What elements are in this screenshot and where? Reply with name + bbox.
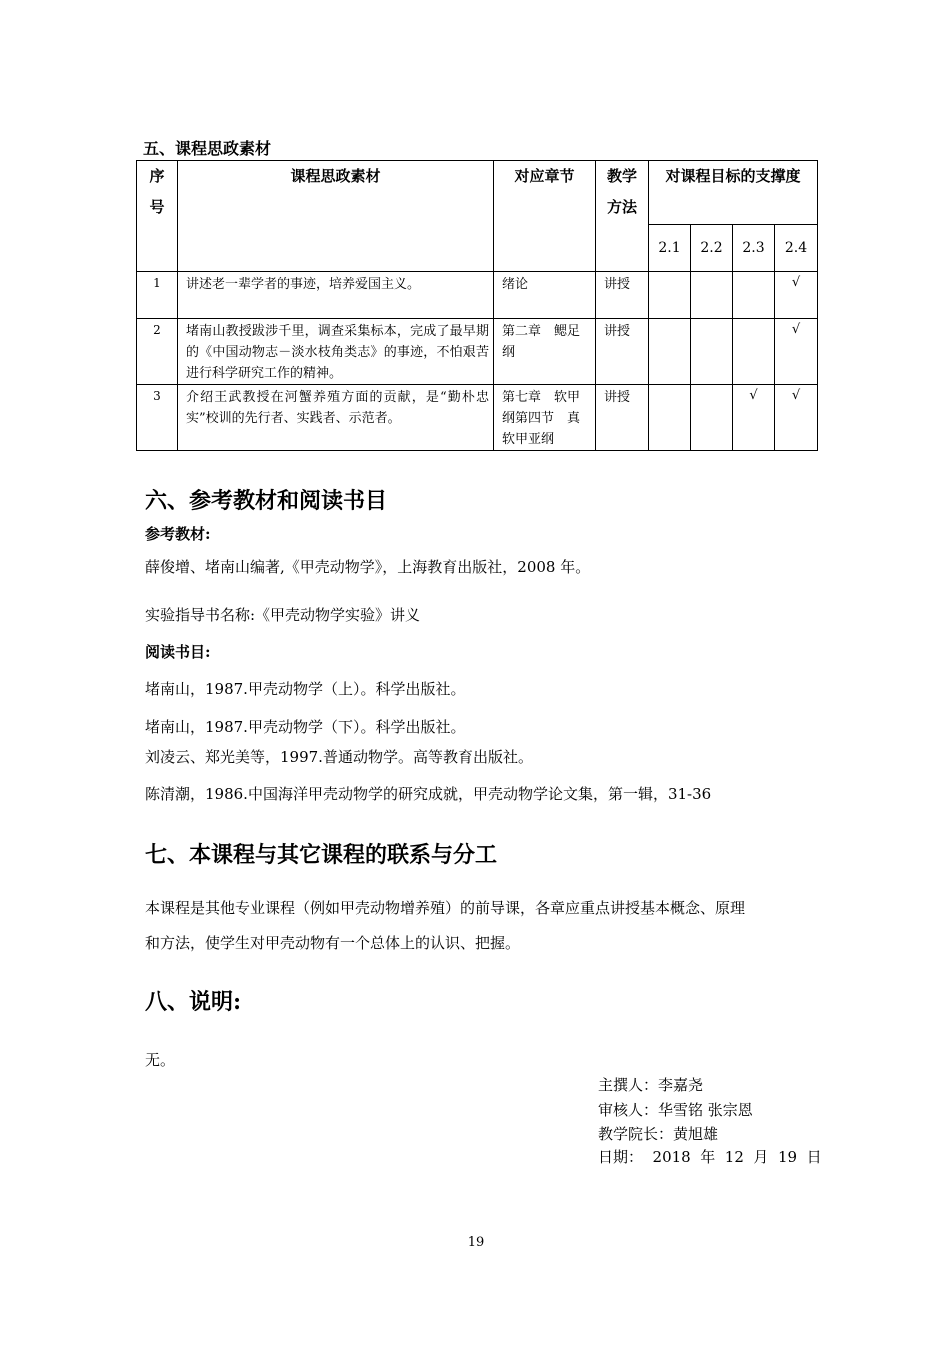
check-mark: √ xyxy=(791,275,801,290)
reading-item: 堵南山，1987.甲壳动物学（下）。科学出版社。 xyxy=(145,718,466,736)
row-chapter xyxy=(494,385,596,451)
table-row xyxy=(137,272,818,319)
check-mark xyxy=(691,385,732,387)
check-mark xyxy=(691,319,732,321)
lab-guide-entry: 实验指导书名称:《甲壳动物学实验》讲义 xyxy=(145,606,421,624)
row-mark xyxy=(691,272,733,319)
section-7-body-line2: 和方法，使学生对甲壳动物有一个总体上的认识、把握。 xyxy=(145,934,521,952)
section-8-body: 无。 xyxy=(145,1051,176,1069)
row-chapter-text: 第二章 鳃足纲 xyxy=(502,324,581,360)
check-mark xyxy=(733,319,774,321)
row-mark xyxy=(775,319,818,385)
row-material-text: 介绍王武教授在河蟹养殖方面的贡献，是“勤朴忠实”校训的先行者、实践者、示范者。 xyxy=(186,390,489,426)
page-number: 19 xyxy=(467,1235,485,1250)
row-chapter xyxy=(494,272,596,319)
goal-header: 2.3 xyxy=(733,225,775,272)
header-chapter: 对应章节 xyxy=(494,161,596,272)
section-7-title: 七、本课程与其它课程的联系与分工 xyxy=(145,842,498,868)
reading-item: 堵南山，1987.甲壳动物学（上）。科学出版社。 xyxy=(145,680,466,698)
header-seq-line2: 号 xyxy=(149,198,165,216)
textbook-entry: 薛俊增、堵南山编著,《甲壳动物学》，上海教育出版社，2008 年。 xyxy=(145,558,591,576)
ideology-material-table xyxy=(136,160,818,451)
row-mark xyxy=(733,385,775,451)
row-method-text: 讲授 xyxy=(604,324,631,339)
header-seq-line1: 序 xyxy=(149,167,165,185)
row-mark xyxy=(649,385,691,451)
row-method xyxy=(596,319,649,385)
row-material xyxy=(178,385,494,451)
check-mark xyxy=(649,272,690,274)
signature-dean: 教学院长：黄旭雄 xyxy=(598,1125,719,1143)
header-method-line1: 教学 xyxy=(606,167,637,185)
signature-author: 主撰人：李嘉尧 xyxy=(598,1076,704,1094)
check-mark xyxy=(649,385,690,387)
header-seq xyxy=(137,161,178,272)
row-material xyxy=(178,319,494,385)
header-method xyxy=(596,161,649,272)
row-number xyxy=(137,272,178,319)
signature-date: 日期： 2018 年 12 月 19 日 xyxy=(598,1148,822,1166)
row-mark xyxy=(691,385,733,451)
reading-label: 阅读书目: xyxy=(145,643,211,661)
row-material-text: 堵南山教授跋涉千里，调查采集标本，完成了最早期的《中国动物志－淡水枝角类志》的事迹，不怕艰苦进行科学研究工作的精神。 xyxy=(186,324,489,381)
table-row xyxy=(137,385,818,451)
row-chapter xyxy=(494,319,596,385)
header-support: 对课程目标的支撑度 xyxy=(649,161,818,225)
section-8-title: 八、说明: xyxy=(145,989,242,1015)
row-mark xyxy=(733,272,775,319)
row-number xyxy=(137,385,178,451)
row-mark xyxy=(649,319,691,385)
row-chapter-text: 第七章 软甲纲第四节 真软甲亚纲 xyxy=(502,390,581,447)
row-method-text: 讲授 xyxy=(604,277,631,292)
row-method xyxy=(596,272,649,319)
check-mark: √ xyxy=(749,388,758,403)
row-number xyxy=(137,319,178,385)
check-mark xyxy=(649,319,690,321)
signature-reviewer: 审核人：华雪铭 张宗恩 xyxy=(598,1101,753,1119)
check-mark: √ xyxy=(791,388,801,403)
row-method-text: 讲授 xyxy=(604,390,631,405)
goal-header: 2.4 xyxy=(775,225,818,272)
row-mark xyxy=(775,272,818,319)
section-7-body-line1: 本课程是其他专业课程（例如甲壳动物增养殖）的前导课，各章应重点讲授基本概念、原理 xyxy=(145,899,746,917)
table-header-row xyxy=(137,161,818,225)
row-mark xyxy=(775,385,818,451)
row-number-text: 3 xyxy=(153,389,161,403)
row-number-text: 2 xyxy=(153,323,161,337)
header-material: 课程思政素材 xyxy=(178,161,494,272)
header-method-line2: 方法 xyxy=(606,198,637,216)
row-mark xyxy=(649,272,691,319)
check-mark xyxy=(691,272,732,274)
section-6-title: 六、参考教材和阅读书目 xyxy=(145,488,388,514)
row-number-text: 1 xyxy=(153,276,161,290)
row-method xyxy=(596,385,649,451)
section-5-title: 五、课程思政素材 xyxy=(143,139,272,158)
row-mark xyxy=(691,319,733,385)
goal-header: 2.2 xyxy=(691,225,733,272)
reading-item: 刘凌云、郑光美等，1997.普通动物学。高等教育出版社。 xyxy=(145,748,533,766)
textbook-label: 参考教材: xyxy=(145,525,211,543)
row-material xyxy=(178,272,494,319)
goal-header: 2.1 xyxy=(649,225,691,272)
reading-item: 陈清潮，1986.中国海洋甲壳动物学的研究成就，甲壳动物学论文集，第一辑，31-36 xyxy=(145,785,712,803)
check-mark xyxy=(733,272,774,274)
check-mark: √ xyxy=(791,322,801,337)
row-mark xyxy=(733,319,775,385)
row-chapter-text: 绪论 xyxy=(502,277,529,292)
row-material-text: 讲述老一辈学者的事迹，培养爱国主义。 xyxy=(186,277,421,292)
table-row xyxy=(137,319,818,385)
